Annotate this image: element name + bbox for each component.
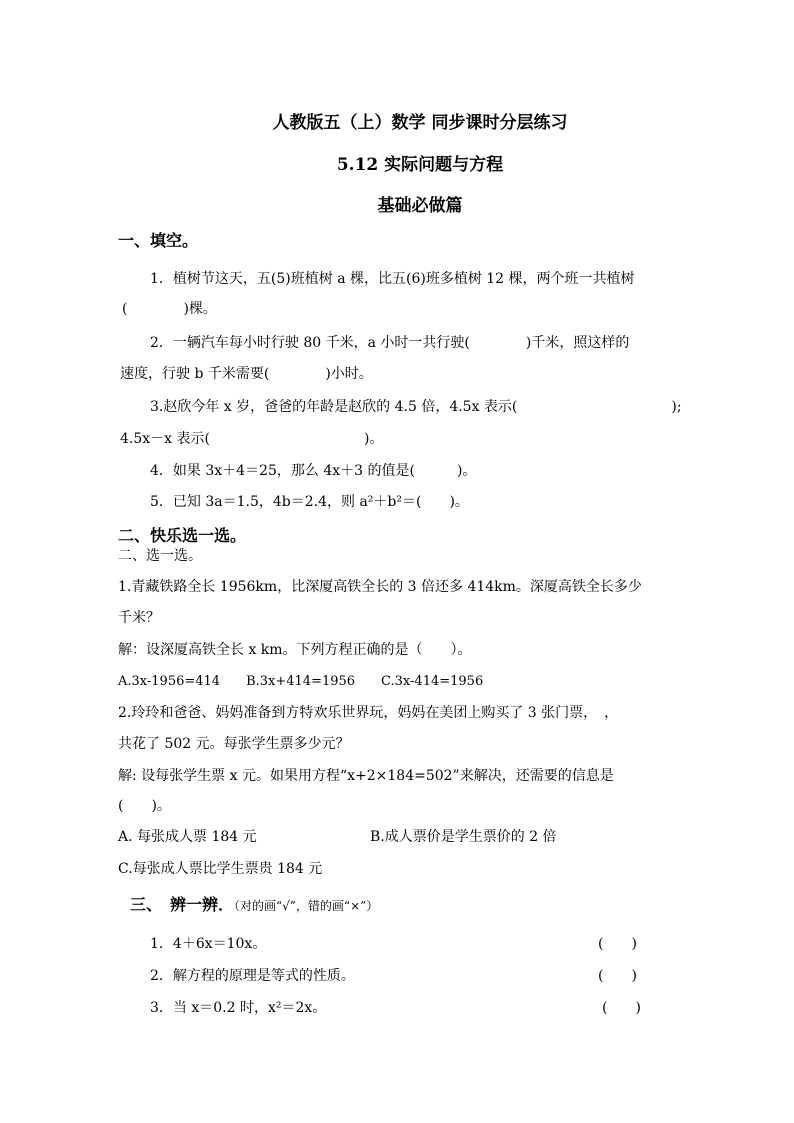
fill-q5: 5．已知 3a＝1.5，4b＝2.4，则 a²＋b²＝( )。 [150,494,469,510]
section3-note: （对的画“√”，错的画“×”） [234,899,379,913]
choice-q2-line1: 2.玲玲和爸爸、妈妈准备到方特欢乐世界玩，妈妈在美团上购买了 3 张门票， ， [118,705,619,721]
level-title: 基础必做篇 [377,196,463,216]
choice-q2-line2: 共花了 502 元。每张学生票多少元？ [118,736,350,752]
choice-q1-line2: 千米？ [118,610,160,626]
choice-q1-line3: 解：设深厦高铁全长 x km。下列方程正确的是（ ）。 [118,642,472,658]
judge-item-1: 1．4＋6x＝10x。 [150,936,267,952]
lesson-title: 5.12 实际问题与方程 [336,155,504,175]
choice-q2-option-c: C.每张成人票比学生票贵 184 元 [118,861,323,877]
section1-heading: 一、填空。 [118,231,199,250]
section2-heading: 二、快乐选一选。 [118,526,247,545]
judge-item-2: 2．解方程的原理是等式的性质。 [150,968,355,984]
section3-heading [130,892,378,915]
page-title: 人教版五（上）数学 同步课时分层练习 [272,113,568,133]
fill-q2-line1: 2．一辆汽车每小时行驶 80 千米，a 小时一共行驶( )千米，照这样的 [150,335,630,351]
judge-item-3: 3．当 x＝0.2 时，x²＝2x。 [150,1000,327,1016]
fill-q1-line1: 1．植树节这天，五(5)班植树 a 棵，比五(6)班多植树 12 棵，两个班一共植树 [150,271,635,287]
choice-q2-line4: ( )。 [118,798,171,814]
section2-subheading: 二、选一选。 [118,548,202,564]
fill-q4: 4．如果 3x＋4＝25，那么 4x＋3 的值是( )。 [150,463,477,479]
choice-q2-line3: 解: 设每张学生票 x 元。如果用方程“x+2×184=502”来解决，还需要的信息是 [118,768,614,784]
judge-bracket-3: ( ) [602,1000,641,1016]
judge-bracket-2: ( ) [598,968,637,984]
fill-q1-line2: ( )棵。 [122,301,217,317]
fill-q3-line1: 3.赵欣今年 x 岁，爸爸的年龄是赵欣的 4.5 倍，4.5x 表示( ); [150,399,682,415]
choice-q2-option-a: A. 每张成人票 184 元 [118,829,257,845]
choice-q1-line1: 1.青藏铁路全长 1956km，比深厦高铁全长的 3 倍还多 414km。深厦高铁全长多少 [118,579,642,595]
choice-q2-option-b: B.成人票价是学生票价的 2 倍 [370,829,557,845]
fill-q3-line2: 4.5x－x 表示( )。 [120,431,384,447]
choice-q1-options: A.3x-1956=414 B.3x+414=1956 C.3x-414=1956 [118,674,484,689]
fill-q2-line2: 速度，行驶 b 千米需要( )小时。 [120,366,373,382]
section3-title: 三、 辨一辨． [130,895,235,914]
judge-bracket-1: ( ) [598,936,637,952]
